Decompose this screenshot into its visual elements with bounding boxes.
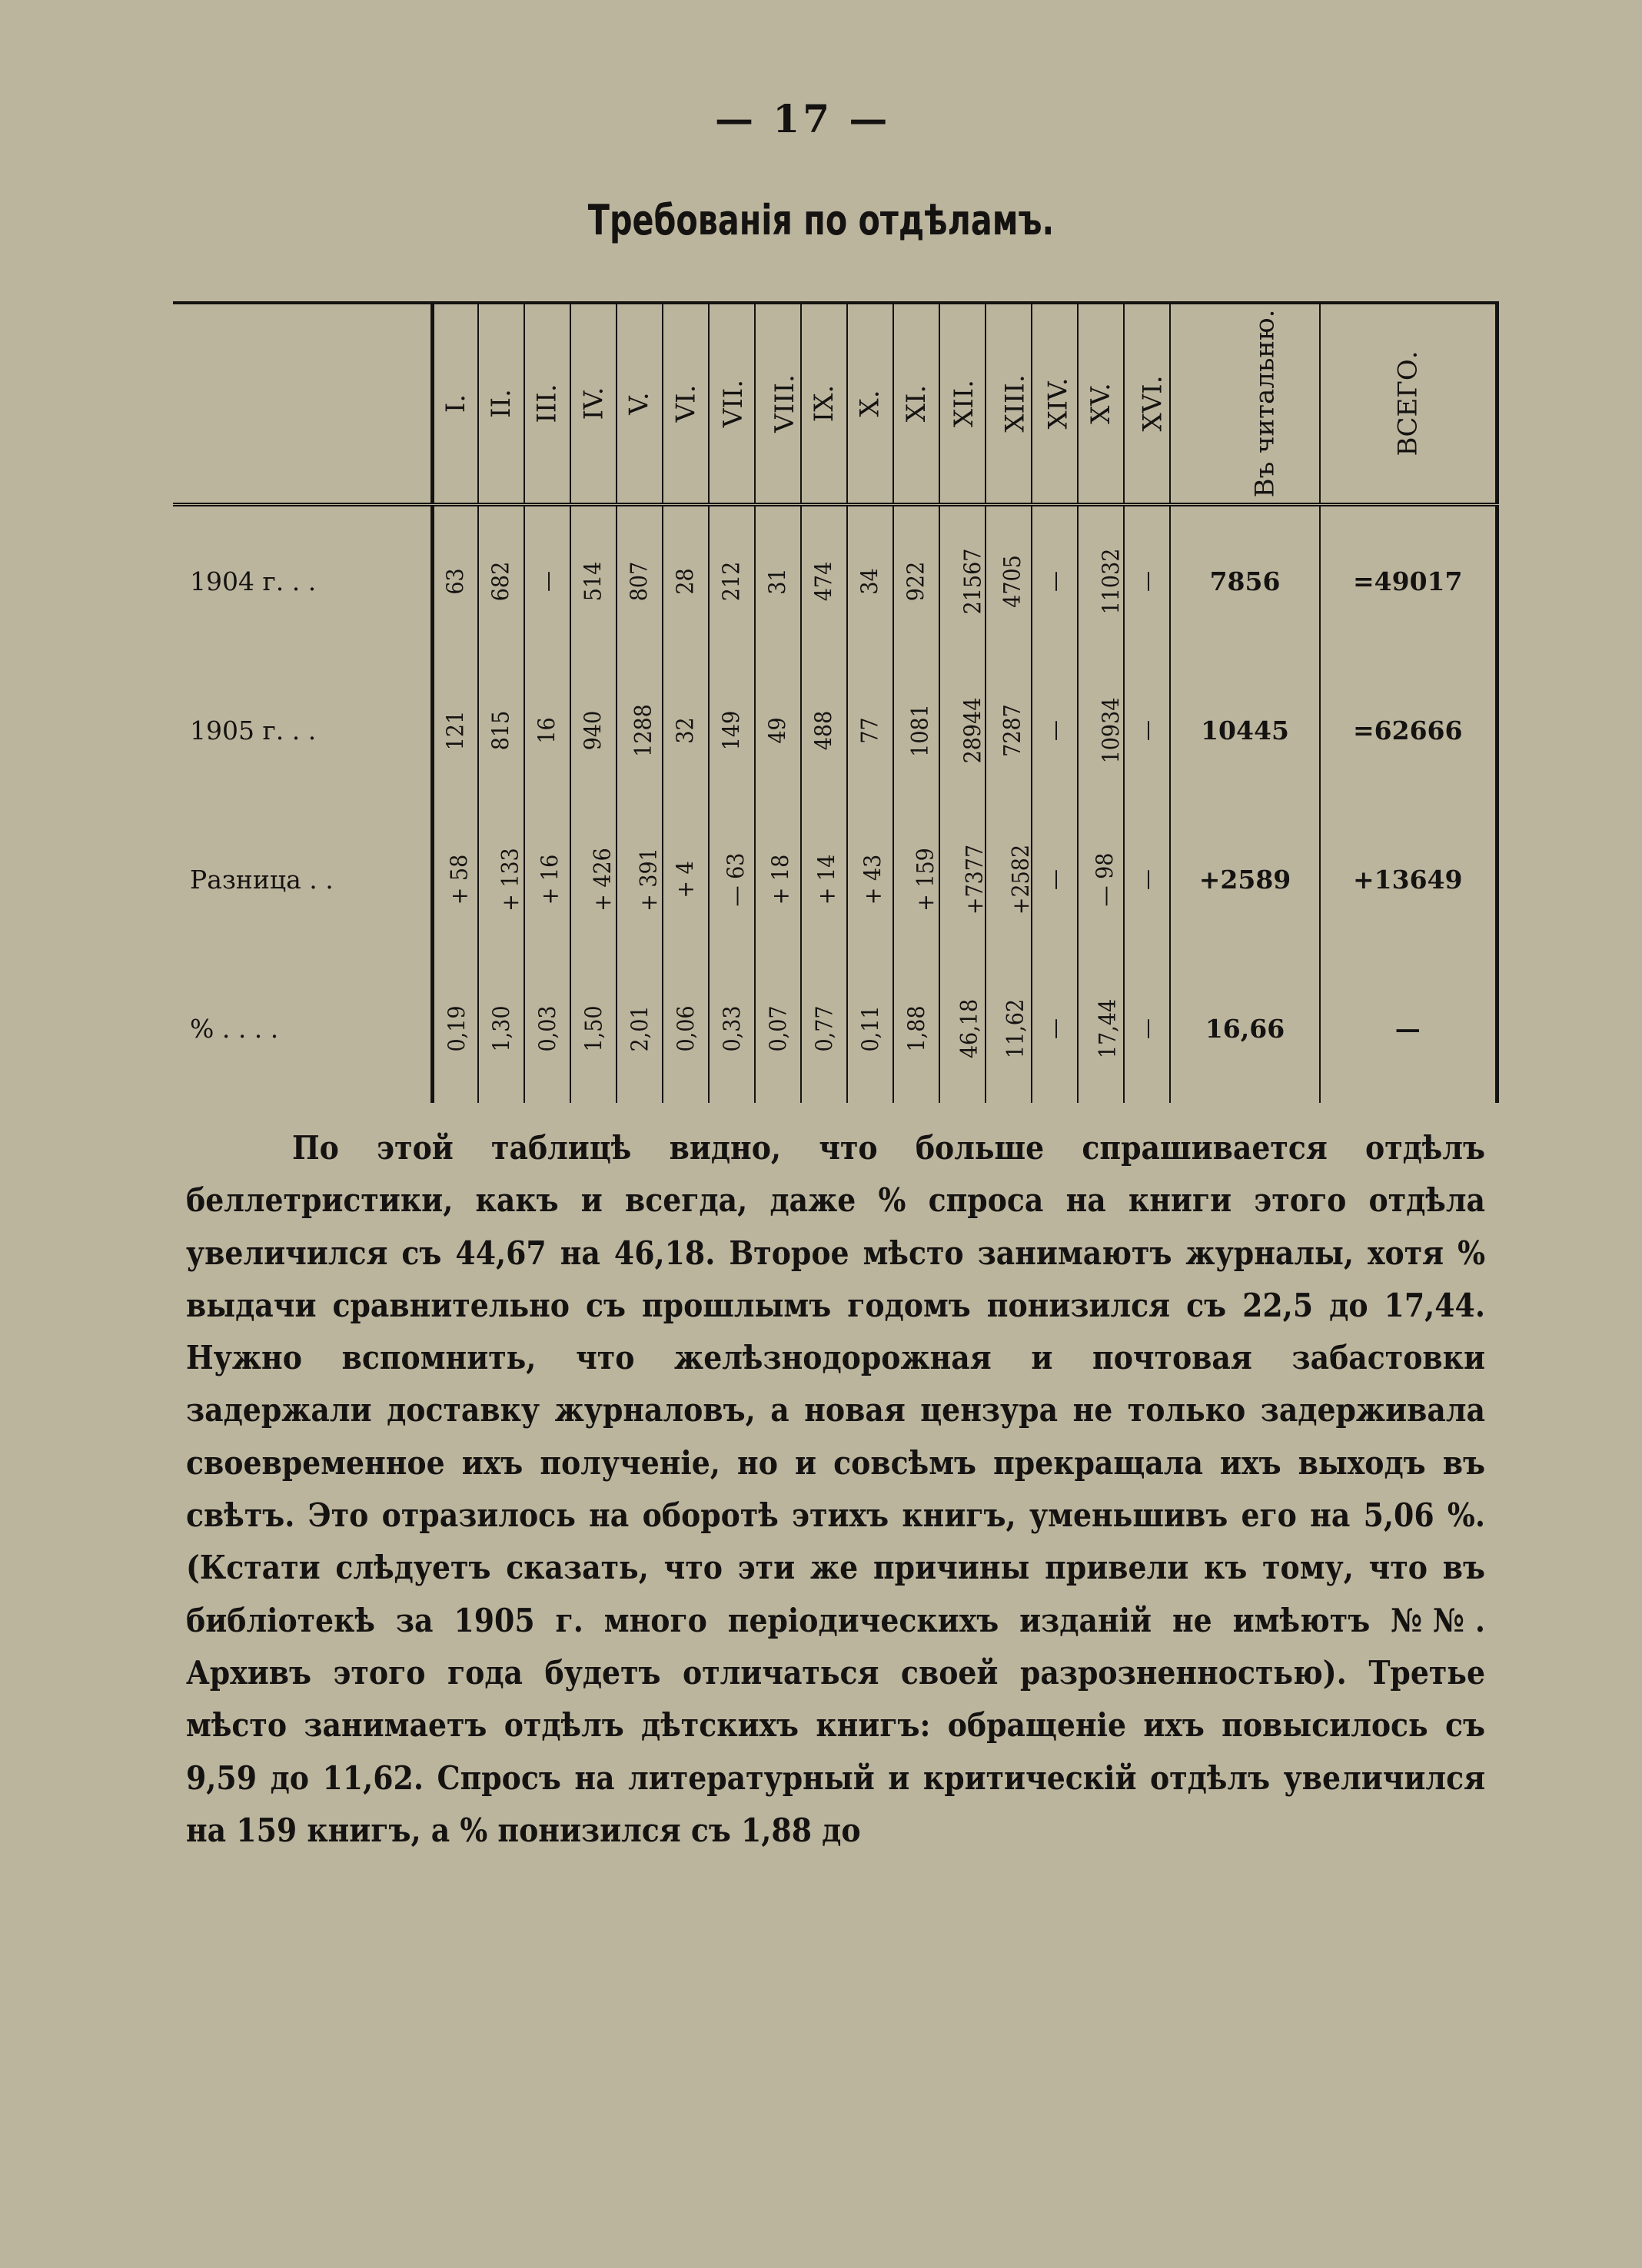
column-header	[1032, 303, 1078, 505]
cell-value: 940	[580, 710, 607, 750]
table-cell	[801, 805, 847, 954]
reading-room-cell	[1170, 954, 1320, 1103]
cell-value: 1,88	[903, 1004, 931, 1052]
cell-value: 815	[487, 710, 515, 750]
row-label: Разница . .	[173, 805, 432, 954]
total-value: +13649	[1353, 864, 1463, 895]
cell-value: 1,50	[580, 1004, 608, 1052]
table-cell	[755, 656, 801, 805]
cell-value: 7287	[999, 703, 1026, 757]
cell-value: + 159	[912, 847, 939, 912]
column-header-label: XIII.	[999, 374, 1031, 433]
cell-value: 11,62	[1002, 998, 1030, 1058]
table-cell	[432, 656, 478, 805]
cell-value: — 63	[723, 852, 750, 906]
cell-value: 212	[718, 561, 746, 601]
column-header-label: VI.	[670, 384, 701, 423]
reading-room-cell	[1170, 656, 1320, 805]
cell-value: 77	[856, 716, 884, 744]
table-cell	[617, 954, 663, 1103]
column-header	[478, 303, 524, 505]
reading-room-label: Въ читальню.	[1249, 309, 1281, 498]
table-cell	[478, 505, 524, 656]
table-cell	[755, 505, 801, 656]
table-cell	[893, 505, 939, 656]
column-header-label: VIII.	[769, 374, 800, 433]
cell-value: 0,11	[857, 1004, 885, 1052]
total-value: =62666	[1353, 715, 1463, 745]
column-header	[986, 303, 1032, 505]
cell-value: 1081	[906, 703, 934, 757]
column-header-label: IX.	[808, 384, 839, 423]
table-cell	[939, 505, 986, 656]
table-cell	[893, 656, 939, 805]
cell-value: 4705	[999, 554, 1026, 608]
column-header-label: III.	[531, 384, 563, 423]
table-cell	[478, 656, 524, 805]
column-header-label: II.	[485, 389, 517, 418]
total-cell	[1320, 505, 1497, 656]
reading-room-header	[1170, 303, 1320, 505]
cell-value: 49	[764, 716, 792, 744]
cell-value: 46,18	[956, 998, 984, 1058]
table-cell	[1124, 505, 1170, 656]
table-cell	[986, 954, 1032, 1103]
table-cell	[939, 805, 989, 954]
table-cell	[1032, 656, 1078, 805]
cell-value: —	[533, 570, 561, 592]
row-label: 1905 г. . .	[173, 656, 432, 805]
table-cell	[847, 805, 893, 954]
table-cell	[986, 656, 1032, 805]
cell-value: —	[1133, 868, 1161, 890]
table-cell	[663, 505, 709, 656]
column-header	[1078, 303, 1124, 505]
cell-value: 10934	[1098, 697, 1125, 763]
total-value: =49017	[1353, 566, 1463, 596]
column-header	[663, 303, 709, 505]
table-cell	[524, 805, 570, 954]
table-row	[173, 805, 1497, 954]
table-cell	[570, 656, 617, 805]
table-cell	[570, 954, 617, 1103]
table-cell	[478, 805, 524, 954]
cell-value: +7377	[962, 844, 989, 915]
column-header	[847, 303, 893, 505]
requests-table	[173, 301, 1499, 1103]
reading-room-value: +2589	[1198, 864, 1291, 895]
table-cell	[432, 505, 478, 656]
cell-value: —	[1041, 868, 1069, 890]
cell-value: + 18	[767, 854, 795, 905]
cell-value: + 58	[445, 854, 473, 905]
total-value: —	[1394, 1013, 1421, 1044]
table-cell	[663, 656, 709, 805]
cell-value: 0,77	[811, 1004, 839, 1052]
page-number: — 17 —	[715, 96, 891, 141]
column-header	[432, 303, 478, 505]
corner-cell	[173, 303, 432, 505]
column-header	[617, 303, 663, 505]
cell-value: 0,19	[444, 1004, 471, 1052]
cell-value: —	[1133, 719, 1161, 741]
column-header-label: XI.	[900, 384, 932, 423]
table-cell	[1078, 505, 1124, 656]
table-cell	[1124, 805, 1170, 954]
column-header-label: I.	[440, 393, 471, 413]
cell-value: + 14	[813, 854, 841, 905]
table-row	[173, 505, 1497, 656]
cell-value: 34	[856, 567, 884, 595]
cell-value: 28	[672, 567, 700, 595]
column-header	[709, 303, 755, 505]
cell-value: 0,03	[534, 1004, 562, 1052]
cell-value: 2,01	[627, 1004, 654, 1052]
cell-value: 474	[810, 561, 838, 601]
table-cell	[1078, 805, 1124, 954]
column-header	[1124, 303, 1170, 505]
page-title: Требованія по отдѣламъ.	[587, 196, 1055, 244]
table-cell	[1032, 954, 1078, 1103]
table-cell	[755, 805, 801, 954]
column-header-label: V.	[623, 392, 655, 415]
table-cell	[663, 805, 709, 954]
cell-value: 31	[764, 567, 792, 595]
column-header-label: XV.	[1085, 383, 1116, 424]
cell-value: 28944	[959, 697, 987, 763]
cell-value: + 133	[497, 847, 524, 912]
table-cell	[709, 656, 755, 805]
table-cell	[570, 805, 617, 954]
table-cell	[709, 505, 755, 656]
table-cell	[847, 505, 893, 656]
table-cell	[801, 505, 847, 656]
cell-value: 149	[718, 710, 746, 750]
column-header	[570, 303, 617, 505]
table-cell	[986, 805, 1035, 954]
total-cell	[1320, 954, 1497, 1103]
column-header-label: XVI.	[1137, 375, 1168, 432]
table-row	[173, 656, 1497, 805]
column-header	[524, 303, 570, 505]
cell-value: 488	[810, 710, 838, 750]
cell-value: —	[1041, 1018, 1069, 1039]
cell-value: 17,44	[1095, 998, 1122, 1058]
reading-room-cell	[1170, 805, 1320, 954]
table-body	[173, 505, 1497, 1104]
table-cell	[939, 954, 986, 1103]
row-label: % . . . .	[173, 954, 432, 1103]
cell-value: 0,07	[765, 1004, 793, 1052]
cell-value: + 43	[859, 854, 887, 905]
cell-value: 0,06	[673, 1004, 700, 1052]
cell-value: + 391	[635, 847, 663, 912]
cell-value: 682	[487, 561, 515, 601]
column-header-label: XII.	[948, 380, 979, 427]
cell-value: + 4	[672, 860, 700, 898]
cell-value: 1,30	[488, 1004, 516, 1052]
table-cell	[1124, 954, 1170, 1103]
table-cell	[801, 656, 847, 805]
table-cell	[663, 954, 709, 1103]
cell-value: —	[1041, 570, 1069, 592]
body-text	[186, 1122, 1485, 1857]
cell-value: + 426	[589, 847, 617, 912]
table-cell	[709, 954, 755, 1103]
column-header	[893, 303, 939, 505]
cell-value: 0,33	[719, 1004, 746, 1052]
table-cell	[432, 954, 478, 1103]
cell-value: +2582	[1008, 844, 1035, 915]
table-cell	[524, 656, 570, 805]
reading-room-value: 16,66	[1205, 1013, 1285, 1044]
reading-room-value: 10445	[1201, 715, 1289, 745]
table-cell	[709, 805, 755, 954]
cell-value: + 16	[537, 854, 564, 905]
column-header-label: IV.	[577, 387, 609, 420]
cell-value: — 98	[1092, 852, 1119, 906]
column-header	[755, 303, 801, 505]
cell-value: —	[1041, 719, 1069, 741]
reading-room-cell	[1170, 505, 1320, 656]
cell-value: 32	[672, 716, 700, 744]
table-cell	[847, 954, 893, 1103]
body-paragraph: По этой таблицѣ видно, что больше спрашивается отдѣлъ беллетристики, какъ и всегда, даже % спроса на книги этого отдѣла увеличился съ 44,67 на 46,18. Второе мѣсто занимаютъ журналы, хотя % выдачи сравнительно съ прошлымъ годомъ понизился съ 22,5 до 17,44. Нужно вспомнить, что желѣзнодорожная и почтовая забастовки задержали доставку журналовъ, а новая цензура не только задерживала своевременное ихъ полученіе, но и совсѣмъ прекращала ихъ выходъ въ свѣтъ. Это отразилось на оборотѣ этихъ книгъ, уменьшивъ его на 5,06 %. (Кстати слѣдуетъ сказать, что эти же причины привели къ тому, что въ библіотекѣ за 1905 г. много періодическихъ изданій не имѣютъ №№. Архивъ этого года будетъ отличаться своей разрозненностью). Третье мѣсто занимаетъ отдѣлъ дѣтскихъ книгъ: обращеніе ихъ повысилось съ 9,59 до 11,62. Спросъ на литературный и критическій отдѣлъ увеличился на 159 книгъ, а % понизился съ 1,88 до	[186, 1129, 1485, 1849]
table-cell	[570, 505, 617, 656]
cell-value: 63	[442, 567, 470, 595]
table-cell	[1078, 954, 1124, 1103]
table-cell	[617, 656, 663, 805]
table-cell	[986, 505, 1032, 656]
cell-value: 11032	[1098, 548, 1125, 614]
cell-value: 807	[626, 561, 653, 601]
table-cell	[893, 805, 939, 954]
cell-value: —	[1133, 570, 1161, 592]
table-cell	[432, 805, 478, 954]
cell-value: 514	[580, 561, 607, 601]
reading-room-value: 7856	[1209, 566, 1281, 596]
row-label: 1904 г. . .	[173, 505, 432, 656]
cell-value: 1288	[630, 703, 657, 757]
table-cell	[755, 954, 801, 1103]
table-cell	[1032, 505, 1078, 656]
total-header	[1320, 303, 1497, 505]
table-cell	[801, 954, 847, 1103]
table-cell	[524, 954, 570, 1103]
total-label: ВСЕГО.	[1392, 350, 1424, 457]
table-cell	[847, 656, 893, 805]
cell-value: 922	[902, 561, 930, 601]
table-cell	[478, 954, 524, 1103]
table-cell	[617, 805, 663, 954]
table-header-row	[173, 303, 1497, 505]
column-header-label: VII.	[718, 379, 750, 428]
table-cell	[617, 505, 663, 656]
cell-value: —	[1133, 1018, 1161, 1039]
cell-value: 121	[442, 710, 470, 750]
table-cell	[1032, 805, 1078, 954]
cell-value: 21567	[959, 548, 987, 614]
total-cell	[1320, 656, 1497, 805]
total-cell	[1320, 805, 1497, 954]
table-cell	[1078, 656, 1124, 805]
table-cell	[524, 505, 570, 656]
column-header	[801, 303, 847, 505]
table-cell	[893, 954, 939, 1103]
table-cell	[1124, 656, 1170, 805]
table-row	[173, 954, 1497, 1103]
column-header	[939, 303, 986, 505]
table-cell	[939, 656, 986, 805]
column-header-label: XIV.	[1042, 377, 1074, 430]
column-header-label: X.	[854, 390, 886, 417]
cell-value: 16	[533, 716, 561, 744]
